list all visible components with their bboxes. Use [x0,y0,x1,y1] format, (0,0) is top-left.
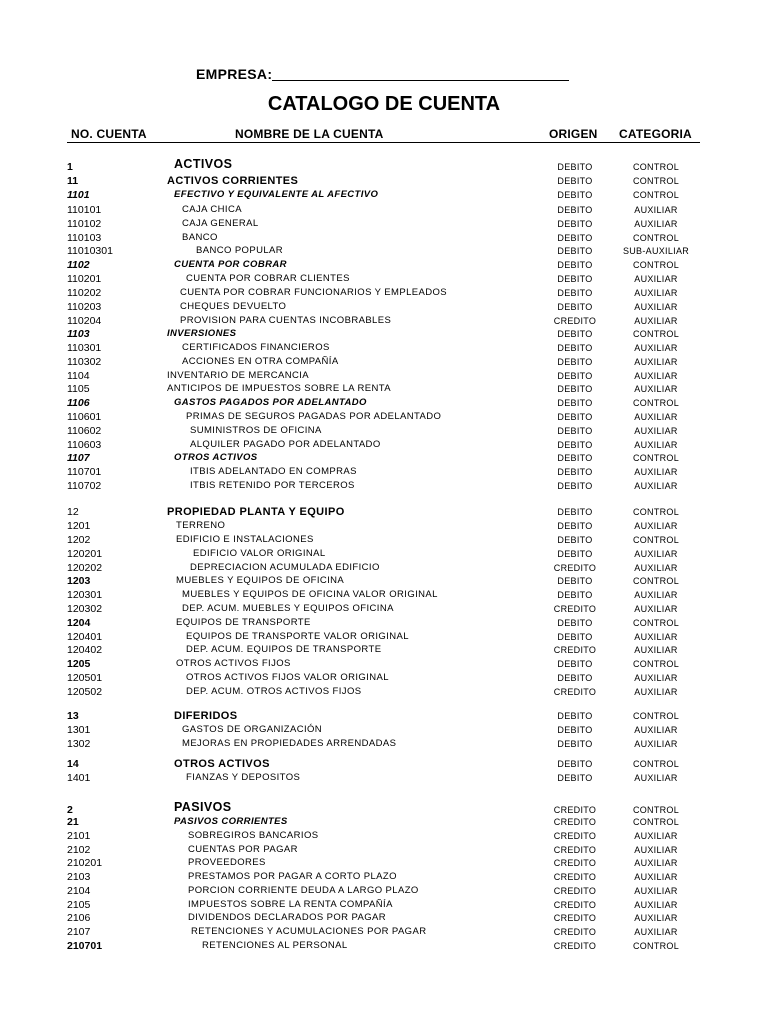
account-name: CUENTA POR COBRAR FUNCIONARIOS Y EMPLEADOS [180,287,448,298]
account-categoria: CONTROL [632,805,680,815]
account-row [0,898,768,912]
account-row [0,588,768,602]
account-number: 1302 [67,738,91,750]
account-name: FIANZAS Y DEPOSITOS [186,772,301,783]
account-name: ITBIS ADELANTADO EN COMPRAS [190,466,357,477]
account-name: RETENCIONES AL PERSONAL [202,940,348,951]
account-categoria: AUXILIAR [634,274,678,284]
account-categoria: AUXILIAR [634,343,678,353]
account-name: EFECTIVO Y EQUIVALENTE AL AFECTIVO [174,189,379,200]
column-header-no-cuenta: NO. CUENTA [71,127,147,141]
account-name: DEP. ACUM. OTROS ACTIVOS FIJOS [186,686,362,697]
account-categoria: CONTROL [632,711,680,721]
account-origen: CREDITO [553,817,597,827]
account-name: ANTICIPOS DE IMPUESTOS SOBRE LA RENTA [167,383,392,394]
account-name: OTROS ACTIVOS [174,452,258,463]
account-origen: DEBITO [557,205,593,215]
account-origen: DEBITO [557,576,593,586]
account-categoria: AUXILIAR [634,858,678,868]
account-categoria: AUXILIAR [634,412,678,422]
account-row [0,737,768,751]
account-categoria: AUXILIAR [634,872,678,882]
account-number: 2102 [67,844,91,856]
account-categoria: AUXILIAR [634,467,678,477]
account-name: TERRENO [176,520,226,531]
account-number: 120401 [67,631,103,643]
account-number: 210701 [67,940,103,952]
account-number: 1201 [67,520,91,532]
account-name: ITBIS RETENIDO POR TERCEROS [190,480,355,491]
account-number: 2103 [67,871,91,883]
account-origen: DEBITO [557,759,593,769]
account-name: PROVEEDORES [188,857,266,868]
account-row [0,286,768,300]
account-number: 120302 [67,603,103,615]
account-row [0,272,768,286]
account-categoria: AUXILIAR [634,645,678,655]
account-categoria: AUXILIAR [634,886,678,896]
account-number: 1203 [67,575,91,587]
account-row [0,438,768,452]
account-number: 2101 [67,830,91,842]
account-name: PRESTAMOS POR PAGAR A CORTO PLAZO [188,871,397,882]
account-number: 1107 [67,452,90,464]
account-name: ACTIVOS CORRIENTES [167,175,299,187]
account-categoria: CONTROL [632,329,680,339]
account-row [0,355,768,369]
account-name: OTROS ACTIVOS FIJOS VALOR ORIGINAL [186,672,389,683]
account-name: PROPIEDAD PLANTA Y EQUIPO [167,506,345,518]
account-row [0,757,768,771]
account-name: BANCO POPULAR [196,245,284,256]
account-categoria: AUXILIAR [634,632,678,642]
page-title: CATALOGO DE CUENTA [267,93,501,115]
account-row [0,643,768,657]
account-row [0,327,768,341]
account-name: CAJA CHICA [182,204,242,215]
empresa-blank-line [272,80,569,81]
account-name: ACCIONES EN OTRA COMPAÑÍA [182,356,339,367]
account-row [0,533,768,547]
account-number: 110701 [67,466,102,478]
account-name: PRIMAS DE SEGUROS PAGADAS POR ADELANTADO [186,411,442,422]
account-origen: DEBITO [557,302,593,312]
account-categoria: AUXILIAR [634,845,678,855]
account-number: 12 [67,506,79,518]
account-origen: DEBITO [557,190,593,200]
account-categoria: CONTROL [632,176,680,186]
account-row [0,657,768,671]
account-categoria: AUXILIAR [634,219,678,229]
account-name: GASTOS DE ORGANIZACIÓN [182,724,323,735]
account-categoria: AUXILIAR [634,384,678,394]
account-number: 110702 [67,480,102,492]
account-row [0,244,768,258]
account-number: 21 [67,816,79,828]
account-name: MUEBLES Y EQUIPOS DE OFICINA [176,575,345,586]
account-row [0,188,768,202]
account-number: 1401 [67,772,91,784]
account-categoria: CONTROL [632,398,680,408]
account-row [0,231,768,245]
account-categoria: AUXILIAR [634,316,678,326]
account-name: PORCION CORRIENTE DEUDA A LARGO PLAZO [188,885,419,896]
account-row [0,939,768,953]
account-row [0,505,768,519]
account-origen: CREDITO [553,831,597,841]
account-categoria: CONTROL [632,659,680,669]
account-name: CUENTA POR COBRAR [174,259,287,270]
account-row [0,630,768,644]
account-categoria: AUXILIAR [634,426,678,436]
account-name: PASIVOS CORRIENTES [174,816,288,827]
account-row [0,396,768,410]
account-categoria: AUXILIAR [634,900,678,910]
column-header-nombre: NOMBRE DE LA CUENTA [235,127,384,141]
account-row [0,410,768,424]
account-categoria: AUXILIAR [634,371,678,381]
account-number: 1106 [67,397,90,409]
account-number: 2104 [67,885,91,897]
account-categoria: AUXILIAR [634,913,678,923]
account-name: CHEQUES DEVUELTO [180,301,287,312]
account-row [0,723,768,737]
account-origen: DEBITO [557,329,593,339]
account-name: IMPUESTOS SOBRE LA RENTA COMPAÑÍA [188,899,393,910]
account-row [0,314,768,328]
account-categoria: CONTROL [632,453,680,463]
account-number: 210201 [67,857,103,869]
account-row [0,884,768,898]
account-name: PASIVOS [174,800,232,814]
account-row [0,911,768,925]
account-row [0,465,768,479]
account-origen: DEBITO [557,711,593,721]
account-origen: DEBITO [557,162,593,172]
account-origen: CREDITO [553,845,597,855]
column-header-categoria: CATEGORIA [619,127,692,141]
account-origen: DEBITO [557,673,593,683]
account-categoria: CONTROL [632,162,680,172]
account-categoria: CONTROL [632,618,680,628]
account-row [0,800,768,814]
account-number: 120201 [67,548,103,560]
account-row [0,203,768,217]
account-name: DIVIDENDOS DECLARADOS POR PAGAR [188,912,387,923]
account-origen: CREDITO [553,941,597,951]
account-origen: DEBITO [557,357,593,367]
empresa-label: EMPRESA: [196,66,273,82]
account-categoria: AUXILIAR [634,590,678,600]
account-row [0,829,768,843]
account-name: SUMINISTROS DE OFICINA [190,425,322,436]
account-row [0,300,768,314]
column-header-origen: ORIGEN [549,127,598,141]
account-origen: DEBITO [557,632,593,642]
account-origen: DEBITO [557,725,593,735]
account-number: 110101 [67,204,102,216]
account-origen: DEBITO [557,481,593,491]
account-number: 110602 [67,425,102,437]
account-number: 1104 [67,370,90,382]
account-number: 11 [67,175,79,187]
account-origen: DEBITO [557,453,593,463]
account-number: 110204 [67,315,102,327]
account-categoria: CONTROL [632,233,680,243]
account-row [0,341,768,355]
account-number: 110302 [67,356,102,368]
account-number: 1101 [67,189,90,201]
account-categoria: AUXILIAR [634,831,678,841]
account-row [0,843,768,857]
account-row [0,856,768,870]
account-origen: CREDITO [553,872,597,882]
account-name: CAJA GENERAL [182,218,259,229]
account-name: SOBREGIROS BANCARIOS [188,830,319,841]
account-row [0,157,768,171]
account-row [0,685,768,699]
account-name: DEPRECIACION ACUMULADA EDIFICIO [190,562,380,573]
account-row [0,174,768,188]
account-number: 1105 [67,383,90,395]
account-number: 11010301 [67,245,113,257]
account-name: CERTIFICADOS FINANCIEROS [182,342,330,353]
account-name: DEP. ACUM. MUEBLES Y EQUIPOS OFICINA [182,603,394,614]
account-categoria: SUB-AUXILIAR [622,246,690,256]
account-origen: DEBITO [557,288,593,298]
account-origen: CREDITO [553,645,597,655]
account-categoria: AUXILIAR [634,205,678,215]
account-name: EDIFICIO E INSTALACIONES [176,534,314,545]
account-number: 13 [67,710,79,722]
account-row [0,870,768,884]
account-categoria: AUXILIAR [634,725,678,735]
account-row [0,382,768,396]
account-number: 110202 [67,287,102,299]
account-name: DIFERIDOS [174,710,238,722]
account-row [0,547,768,561]
account-row [0,217,768,231]
account-number: 120301 [67,589,103,601]
account-categoria: CONTROL [632,941,680,951]
account-origen: DEBITO [557,384,593,394]
account-name: INVERSIONES [167,328,237,339]
account-number: 1102 [67,259,90,271]
account-name: OTROS ACTIVOS FIJOS [176,658,291,669]
account-number: 120402 [67,644,103,656]
account-categoria: AUXILIAR [634,604,678,614]
account-name: EQUIPOS DE TRANSPORTE [176,617,311,628]
account-origen: DEBITO [557,507,593,517]
account-number: 2105 [67,899,91,911]
account-name: MEJORAS EN PROPIEDADES ARRENDADAS [182,738,397,749]
account-origen: CREDITO [553,563,597,573]
account-number: 1204 [67,617,91,629]
account-origen: DEBITO [557,467,593,477]
account-origen: CREDITO [553,687,597,697]
account-origen: DEBITO [557,773,593,783]
account-origen: DEBITO [557,412,593,422]
account-categoria: AUXILIAR [634,302,678,312]
account-origen: DEBITO [557,521,593,531]
account-origen: DEBITO [557,426,593,436]
account-row [0,479,768,493]
account-number: 1 [67,161,73,173]
account-categoria: CONTROL [632,260,680,270]
account-name: CUENTAS POR PAGAR [188,844,298,855]
account-origen: CREDITO [553,886,597,896]
account-number: 110301 [67,342,102,354]
account-number: 1205 [67,658,91,670]
account-categoria: CONTROL [632,576,680,586]
account-row [0,369,768,383]
account-name: DEP. ACUM. EQUIPOS DE TRANSPORTE [186,644,382,655]
account-origen: DEBITO [557,440,593,450]
account-origen: DEBITO [557,535,593,545]
account-row [0,671,768,685]
account-name: RETENCIONES Y ACUMULACIONES POR PAGAR [191,926,427,937]
account-categoria: AUXILIAR [634,440,678,450]
account-origen: CREDITO [553,805,597,815]
account-origen: CREDITO [553,927,597,937]
account-row [0,616,768,630]
account-name: EQUIPOS DE TRANSPORTE VALOR ORIGINAL [186,631,409,642]
account-categoria: CONTROL [632,817,680,827]
account-number: 2106 [67,912,91,924]
account-row [0,574,768,588]
account-row [0,258,768,272]
account-name: INVENTARIO DE MERCANCIA [167,370,310,381]
account-name: PROVISION PARA CUENTAS INCOBRABLES [180,315,392,326]
account-categoria: AUXILIAR [634,739,678,749]
account-origen: DEBITO [557,233,593,243]
account-name: MUEBLES Y EQUIPOS DE OFICINA VALOR ORIGINAL [182,589,438,600]
account-number: 2107 [67,926,91,938]
account-categoria: AUXILIAR [634,927,678,937]
account-number: 1301 [67,724,91,736]
account-categoria: AUXILIAR [634,357,678,367]
account-name: EDIFICIO VALOR ORIGINAL [193,548,326,559]
account-row [0,602,768,616]
account-name: ACTIVOS [174,157,233,171]
account-origen: CREDITO [553,316,597,326]
account-number: 1202 [67,534,91,546]
account-number: 110102 [67,218,102,230]
account-number: 110603 [67,439,102,451]
account-origen: DEBITO [557,260,593,270]
account-row [0,424,768,438]
account-categoria: CONTROL [632,507,680,517]
account-row [0,561,768,575]
account-categoria: AUXILIAR [634,481,678,491]
account-origen: DEBITO [557,618,593,628]
account-origen: DEBITO [557,659,593,669]
account-categoria: CONTROL [632,190,680,200]
account-origen: CREDITO [553,900,597,910]
account-categoria: AUXILIAR [634,549,678,559]
account-row [0,709,768,723]
account-name: BANCO [182,232,218,243]
account-categoria: AUXILIAR [634,521,678,531]
account-number: 110601 [67,411,102,423]
account-number: 1103 [67,328,90,340]
account-categoria: CONTROL [632,535,680,545]
account-origen: DEBITO [557,246,593,256]
account-origen: CREDITO [553,858,597,868]
header-rule [67,142,700,143]
account-number: 120202 [67,562,103,574]
account-origen: DEBITO [557,739,593,749]
account-name: ALQUILER PAGADO POR ADELANTADO [190,439,381,450]
account-origen: CREDITO [553,913,597,923]
account-number: 120501 [67,672,103,684]
account-number: 110103 [67,232,102,244]
account-origen: DEBITO [557,549,593,559]
account-number: 110203 [67,301,102,313]
account-categoria: AUXILIAR [634,288,678,298]
account-origen: DEBITO [557,343,593,353]
account-number: 2 [67,804,73,816]
account-row [0,771,768,785]
account-name: OTROS ACTIVOS [174,758,270,770]
account-origen: DEBITO [557,590,593,600]
account-origen: DEBITO [557,219,593,229]
account-categoria: AUXILIAR [634,563,678,573]
account-origen: DEBITO [557,176,593,186]
account-number: 110201 [67,273,102,285]
account-number: 14 [67,758,79,770]
account-categoria: AUXILIAR [634,687,678,697]
account-origen: CREDITO [553,604,597,614]
account-row [0,925,768,939]
account-number: 120502 [67,686,103,698]
account-name: GASTOS PAGADOS POR ADELANTADO [174,397,367,408]
account-categoria: AUXILIAR [634,773,678,783]
account-categoria: CONTROL [632,759,680,769]
account-row [0,815,768,829]
account-name: CUENTA POR COBRAR CLIENTES [186,273,350,284]
account-origen: DEBITO [557,371,593,381]
account-categoria: AUXILIAR [634,673,678,683]
account-origen: DEBITO [557,274,593,284]
account-origen: DEBITO [557,398,593,408]
account-row [0,519,768,533]
account-row [0,451,768,465]
